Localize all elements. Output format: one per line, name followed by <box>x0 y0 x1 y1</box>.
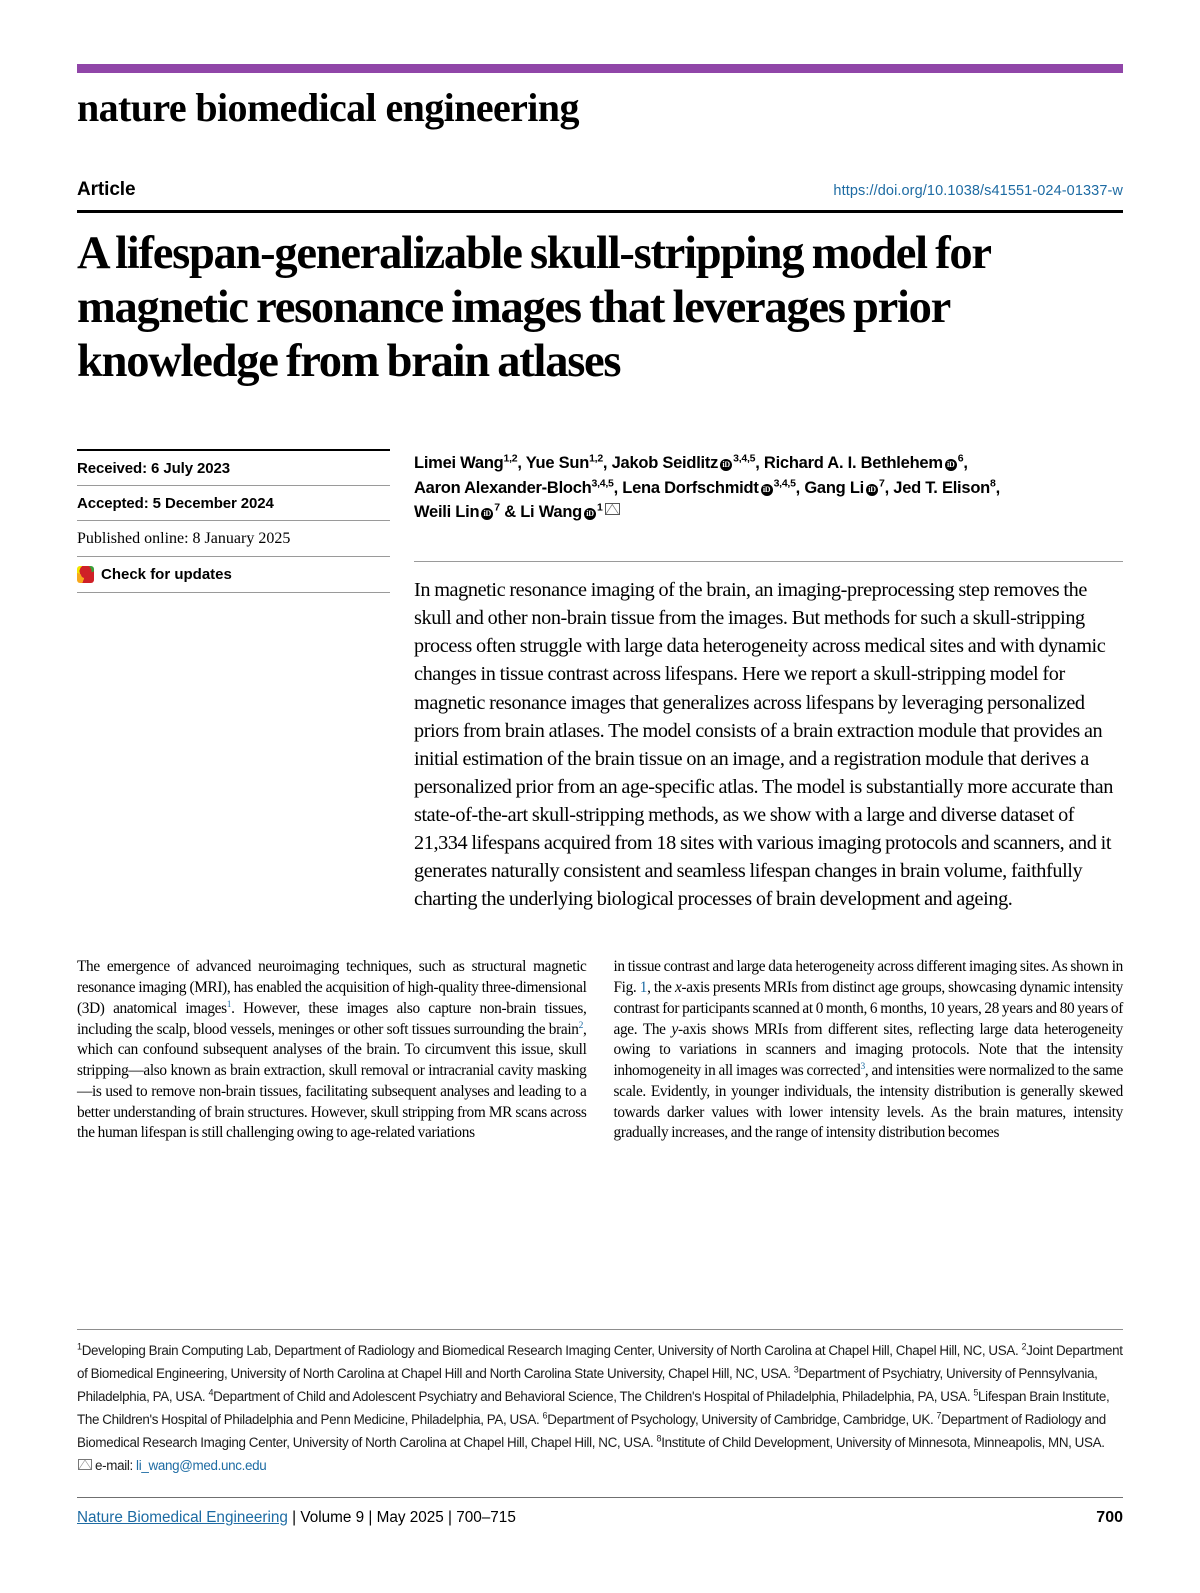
journal-accent-bar <box>77 64 1123 73</box>
author-affil-sup: 1,2 <box>589 452 603 465</box>
body-text: -axis shows MRIs from different sites, reflecting large data heterogeneity owing to variations in scanners and imaging protocols. Note that the intensity inhomogeneity in all images was corrected <box>613 1020 1123 1080</box>
citation-ref[interactable]: 2 <box>578 1020 583 1031</box>
author-affil-sup: 3,4,5 <box>773 477 796 490</box>
footer-citation <box>77 1509 516 1527</box>
affil-entry: Lifespan Brain Institute, The Children's Hospital of Philadelphia and Penn Medicine, Philadelphia, PA, USA. <box>77 1389 1110 1428</box>
author-name: , Jakob Seidlitz <box>602 453 719 472</box>
body-column-right <box>614 957 1124 1144</box>
affil-entry: Department of Psychiatry, University of Pennsylvania, Philadelphia, PA, USA. <box>77 1366 1098 1405</box>
authors-and-abstract <box>414 449 1123 914</box>
affil-sup: 1 <box>77 1341 82 1352</box>
email-label: e-mail: <box>95 1458 137 1474</box>
orcid-icon[interactable]: iD <box>584 508 596 520</box>
author-name: , Jed T. Elison <box>884 478 990 497</box>
affil-sup: 8 <box>656 1433 662 1444</box>
author-affil-sup: 7 <box>494 501 500 514</box>
affil-sup: 5 <box>973 1387 979 1398</box>
orcid-icon[interactable]: iD <box>945 459 957 471</box>
author-affil-sup: 1,2 <box>503 452 518 465</box>
footer-journal-link[interactable]: Nature Biomedical Engineering <box>77 1509 288 1526</box>
affil-entry: Institute of Child Development, University of Minnesota, Minneapolis, MN, USA. <box>661 1435 1105 1451</box>
body-text: in tissue contrast and large data heterogeneity across different imaging sites. As shown in Fig. <box>613 958 1123 997</box>
title-top-rule <box>77 210 1123 213</box>
body-text: , the <box>647 979 675 997</box>
affil-sup: 4 <box>208 1387 214 1398</box>
author-name: , Yue Sun <box>517 453 590 472</box>
orcid-icon[interactable]: iD <box>866 484 878 496</box>
page-number: 700 <box>1096 1509 1123 1526</box>
affil-entry: Department of Psychology, University of Cambridge, Cambridge, UK. <box>547 1412 937 1428</box>
author-affil-sup: 1 <box>597 501 603 514</box>
affiliations-top-rule <box>77 1329 1123 1330</box>
author-name: , Gang Li <box>795 478 865 497</box>
doi-link[interactable]: https://doi.org/10.1038/s41551-024-01337-w <box>833 183 1123 199</box>
author-name: , Richard A. I. Bethlehem <box>755 453 943 472</box>
author-list: Limei Wang$^{1,2}$, Yue Sun$^{1,2}$, Jakob Seidlitz iD $^{3,4,5}$, Richard A. I. Bethlehem iD $^6$, Aaron Alexander-Bloch$^{3,4,5}$, Lena Dorfschmidt iD $^{3,4,5}$, Gang Li iD $^7$, Jed T. Elison$^8$, Weili Lin iD $^7$ & Li Wang iD $^1$ <box>414 452 1000 522</box>
envelope-icon[interactable] <box>605 503 620 515</box>
affil-sup: 7 <box>936 1410 942 1421</box>
check-for-updates-label: Check for updates <box>101 565 232 583</box>
author-affil-sup: 3,4,5 <box>733 452 756 465</box>
abstract-top-rule <box>414 561 1123 562</box>
orcid-icon[interactable]: iD <box>481 508 493 520</box>
article-type-label: Article <box>77 179 136 200</box>
metadata-and-abstract <box>77 449 1123 914</box>
author-affil-sup: 6 <box>957 452 964 465</box>
body-column-left <box>77 957 587 1144</box>
author-affil-sup: 3,4,5 <box>591 477 614 490</box>
body-columns <box>77 957 1123 1144</box>
published-date: Published online: 8 January 2025 <box>77 520 390 556</box>
citation-ref[interactable]: 1 <box>226 999 232 1010</box>
affil-sup: 6 <box>542 1410 548 1421</box>
body-text: The emergence of advanced neuroimaging techniques, such as structural magnetic resonance imaging (MRI), has enabled the acquisition of high-quality three-dimensional (3D) anatomical images <box>77 958 587 1017</box>
page-footer <box>77 1497 1123 1527</box>
received-date: Received: 6 July 2023 <box>77 449 390 485</box>
page-title: A lifespan-generalizable skull-stripping model for magnetic resonance images that leverages prior knowledge from brain atlases <box>77 228 990 387</box>
footer-top-rule <box>77 1497 1123 1498</box>
author-name: Limei Wang <box>414 453 504 472</box>
affil-entry: Department of Child and Adolescent Psychiatry and Behavioral Science, The Children's Hospital of Philadelphia, Philadelphia, PA, USA. <box>213 1389 974 1405</box>
orcid-icon[interactable]: iD <box>720 459 732 471</box>
corresponding-email-link[interactable]: li_wang@med.unc.edu <box>136 1458 267 1474</box>
affil-sup: 2 <box>1021 1341 1027 1352</box>
affil-entry: Developing Brain Computing Lab, Department of Radiology and Biomedical Research Imaging Center, University of North Carolina at Chapel Hill, Chapel Hill, NC, USA. <box>81 1343 1022 1358</box>
affil-entry: Department of Radiology and Biomedical Research Imaging Center, University of North Carolina at Chapel Hill, Chapel Hill, NC, USA. <box>77 1412 1106 1451</box>
check-for-updates-button[interactable] <box>77 556 390 593</box>
author-name: Aaron Alexander-Bloch <box>414 478 592 497</box>
author-affil-sup: 8 <box>989 477 996 490</box>
author-name: Weili Lin <box>414 503 480 522</box>
journal-masthead-title: nature biomedical engineering <box>77 85 579 130</box>
body-text: . However, these images also capture non-brain tissues, including the scalp, blood vessels, meninges or other soft tissues surrounding the brain <box>77 999 587 1038</box>
footer-row <box>77 1509 1123 1527</box>
footer-volume-info: | Volume 9 | May 2025 | 700–715 <box>287 1509 516 1526</box>
body-text: , and intensities were normalized to the same scale. Evidently, in younger individuals, the intensity distribution is generally skewed towards darker values with lower intensity levels. As the brain matures, intensity gradually increases, and the range of intensity distribution becomes <box>613 1062 1123 1142</box>
affiliations-text <box>77 1339 1123 1477</box>
affil-entry: Joint Department of Biomedical Engineering, University of North Carolina at Chapel Hill and North Carolina State University, Chapel Hill, NC, USA. <box>77 1343 1123 1382</box>
author-name: & Li Wang <box>499 503 583 522</box>
body-text: -axis presents MRIs from distinct age groups, showcasing dynamic intensity contrast for participants scanned at 0 month, 6 months, 10 years, 28 years and 80 years of age. The <box>613 979 1124 1038</box>
body-text: , which can confound subsequent analyses of the brain. To circumvent this issue, skull stripping—also known as brain extraction, skull removal or intracranial cavity masking—is used to remove non-brain tissues, facilitating subsequent analyses and leading to a better understanding of brain structures. However, skull stripping from MR scans across the human lifespan is still challenging owing to age-related variations <box>77 1020 587 1142</box>
orcid-icon[interactable]: iD <box>761 484 773 496</box>
accepted-date: Accepted: 5 December 2024 <box>77 485 390 520</box>
axis-symbol: y <box>671 1020 678 1038</box>
affiliations-block <box>77 1329 1123 1477</box>
affil-sup: 3 <box>793 1364 799 1375</box>
article-type-row <box>77 179 1123 201</box>
publication-history <box>77 449 414 914</box>
page-content <box>77 0 1123 1144</box>
crossmark-icon <box>77 566 94 583</box>
author-affil-sup: 7 <box>879 477 885 490</box>
envelope-icon <box>78 1459 92 1470</box>
citation-ref[interactable]: 3 <box>860 1061 865 1072</box>
figure-link[interactable]: 1 <box>639 979 648 997</box>
axis-symbol: x <box>674 979 682 997</box>
author-name: , Lena Dorfschmidt <box>613 478 759 497</box>
abstract-text: In magnetic resonance imaging of the brain, an imaging-preprocessing step removes the skull and other non-brain tissue from the images. But methods for such a skull-stripping process often struggle with large data heterogeneity across medical sites and with dynamic changes in tissue contrast across lifespans. Here we report a skull-stripping model for magnetic resonance images that generalizes across lifespans by leveraging personalized priors from brain atlases. The model consists of a brain extraction module that provides an initial estimation of the brain tissue on an image, and a registration module that derives a personalized prior from an age-specific atlas. The model is substantially more accurate than state-of-the-art skull-stripping methods, as we show with a large and diverse dataset of 21,334 lifespans acquired from 18 sites with various imaging protocols and scanners, and it generates naturally consistent and seamless lifespan changes in brain volume, faithfully charting the underlying biological processes of brain development and ageing. <box>414 579 1113 911</box>
